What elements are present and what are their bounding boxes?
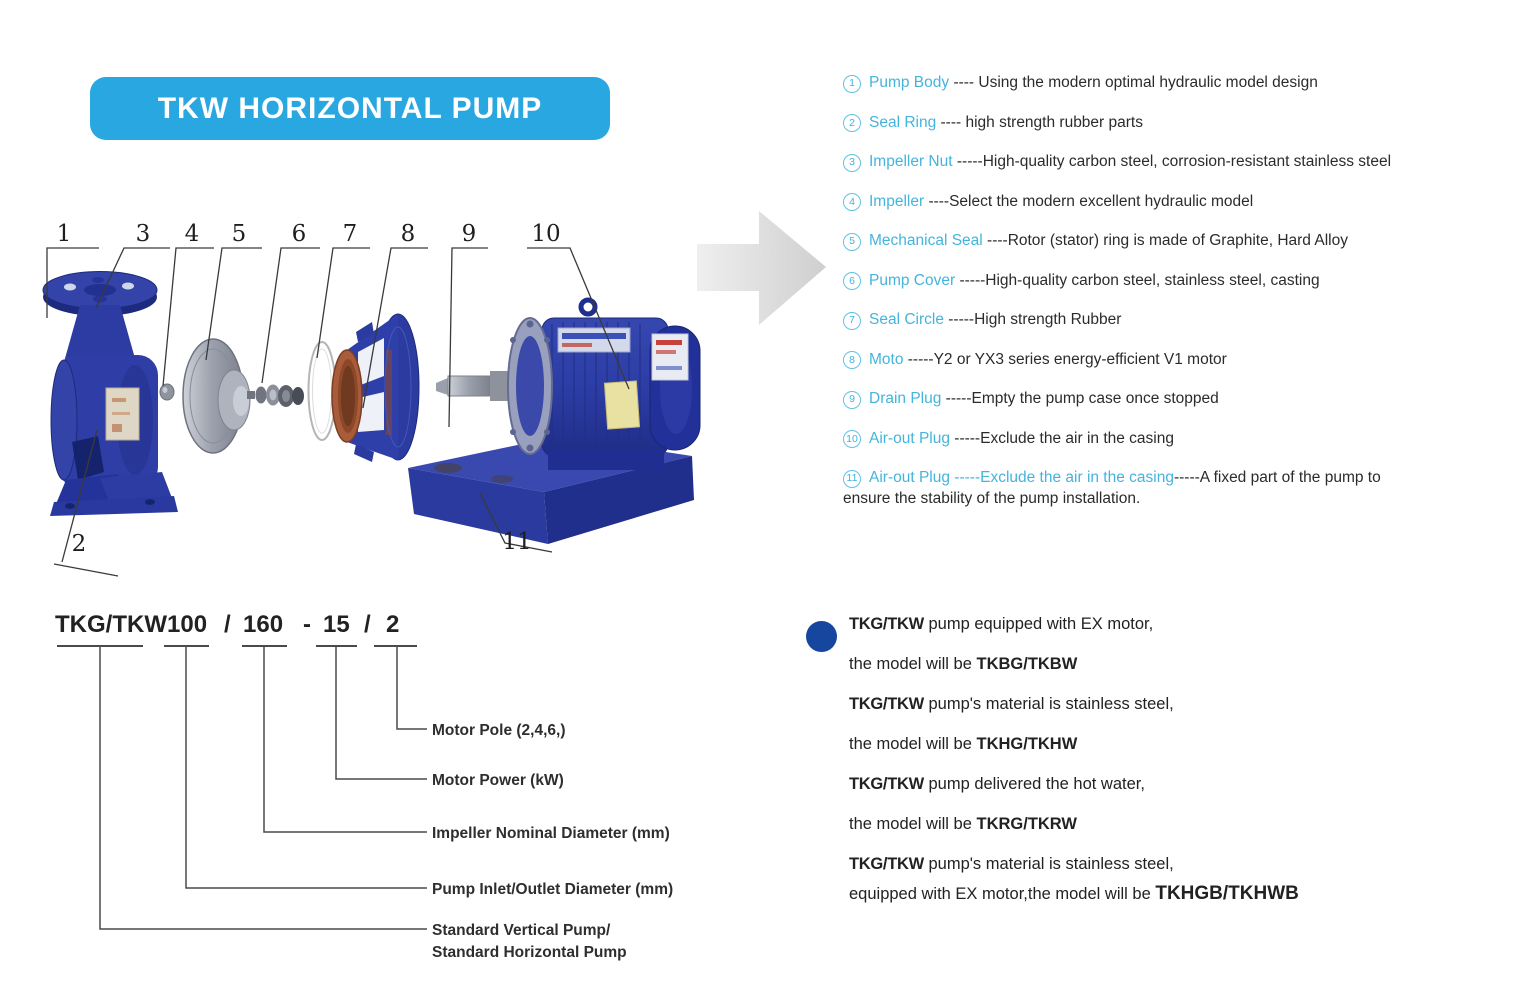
item-number-badge: 3	[843, 154, 861, 172]
item-number-badge: 10	[843, 430, 861, 448]
label-impeller-dia: Impeller Nominal Diameter (mm)	[432, 825, 670, 842]
part-name: Mechanical Seal	[869, 232, 983, 249]
part-description: High-quality carbon steel, stainless steel, casting	[985, 271, 1320, 289]
parts-list-item	[843, 191, 1498, 212]
part-separator: -----	[952, 153, 983, 170]
variant-series-prefix: TKG/TKW	[849, 615, 924, 633]
callout-label-4: 4	[184, 221, 200, 247]
parts-list-item	[843, 230, 1498, 251]
part-separator: -----	[941, 390, 972, 407]
variant-line	[849, 614, 1499, 634]
label-standard-1: Standard Vertical Pump/	[432, 922, 611, 939]
part-name: Moto	[869, 350, 904, 368]
part-description: high strength rubber parts	[965, 113, 1143, 131]
variant-text: the model will be	[849, 815, 977, 833]
variant-series-prefix: TKG/TKW	[849, 775, 924, 793]
part-name: Impeller Nut	[869, 153, 953, 170]
part-description: Using the modern optimal hydraulic model design	[978, 74, 1318, 91]
part-description: Empty the pump case once stopped	[971, 390, 1219, 407]
part-desc-accent: -----Exclude the air in the casing	[954, 469, 1174, 486]
callout-label-3: 3	[135, 221, 151, 247]
part-separator: -----	[949, 429, 981, 447]
part-description: High strength Rubber	[974, 311, 1122, 328]
pump-body-illustration	[43, 272, 178, 517]
variant-notes	[849, 614, 1499, 924]
label-motor-power: Motor Power (kW)	[432, 772, 564, 789]
variant-text: pump delivered the hot water,	[923, 775, 1145, 793]
part-description: -----A fixed part of the pump to	[1173, 469, 1381, 486]
part-description: Y2 or YX3 series energy-efficient V1 motor	[933, 350, 1227, 368]
callout-label-8: 8	[400, 221, 416, 247]
callout-label-6: 6	[291, 221, 307, 247]
item-number-badge: 4	[843, 193, 861, 211]
model-code-inlet: 100	[167, 611, 208, 638]
variant-model-name: TKHG/TKHW	[976, 735, 1078, 753]
variant-series-prefix: TKG/TKW	[849, 695, 924, 713]
model-code-impeller: 160	[243, 611, 284, 638]
part-separator: -----	[903, 350, 934, 368]
variant-text: pump's material is stainless steel,	[923, 855, 1174, 873]
part-name: Pump Cover	[869, 271, 956, 289]
arrow-right-icon	[697, 211, 826, 325]
part-description: Rotor (stator) ring is made of Graphite, Hard Alloy	[1007, 232, 1348, 249]
variant-line	[849, 654, 1499, 674]
parts-list-item	[843, 428, 1498, 449]
callout-label-5: 5	[231, 221, 247, 247]
model-code-slash2: /	[364, 611, 371, 638]
part-separator: ----	[982, 232, 1008, 249]
part-name: Drain Plug	[869, 390, 942, 407]
page-title: TKW HORIZONTAL PUMP	[157, 91, 543, 125]
callout-label-2: 2	[71, 531, 87, 557]
model-code-diagram	[40, 592, 740, 977]
variant-line	[849, 734, 1499, 754]
item-number-badge: 6	[843, 272, 861, 290]
part-separator: ----	[924, 192, 950, 210]
variant-text: the model will be	[849, 735, 977, 753]
label-motor-pole: Motor Pole (2,4,6,)	[432, 722, 566, 739]
model-code-connectors	[100, 646, 427, 929]
impeller-illustration	[160, 339, 304, 453]
part-name: Air-out Plug	[869, 429, 950, 447]
variant-line	[849, 814, 1499, 834]
bullet-icon	[806, 621, 837, 652]
model-code-dash: -	[303, 611, 311, 638]
parts-list-item	[843, 270, 1498, 291]
parts-list-item	[843, 349, 1498, 370]
parts-list-item	[843, 151, 1498, 172]
variant-text: equipped with EX motor,the model will be	[849, 885, 1156, 903]
part-name: Seal Ring	[869, 113, 937, 131]
part-name: Pump Body	[869, 74, 950, 91]
part-separator: -----	[943, 311, 975, 328]
part-separator: ----	[949, 74, 979, 91]
label-inlet-outlet: Pump Inlet/Outlet Diameter (mm)	[432, 881, 674, 898]
exploded-diagram	[28, 192, 838, 592]
variant-line	[849, 774, 1499, 794]
variant-text: the model will be	[849, 655, 977, 673]
part-name: Seal Circle	[869, 311, 944, 328]
item-number-badge: 7	[843, 312, 861, 330]
variant-model-name: TKHGB/TKHWB	[1155, 883, 1299, 904]
motor-illustration	[436, 300, 700, 470]
item-number-badge: 5	[843, 233, 861, 251]
model-code-power: 15	[323, 611, 350, 638]
part-separator: ----	[936, 113, 966, 131]
model-code-pole: 2	[386, 611, 400, 638]
item-number-badge: 8	[843, 351, 861, 369]
part-description: Exclude the air in the casing	[980, 429, 1174, 447]
callout-label-9: 9	[461, 221, 477, 247]
callout-label-7: 7	[342, 221, 358, 247]
callout-label-10: 10	[531, 221, 561, 247]
variant-line	[849, 694, 1499, 714]
callout-label-11: 11	[502, 529, 532, 555]
parts-list-item	[843, 388, 1498, 409]
item-number-badge: 1	[843, 75, 861, 93]
variant-text: pump equipped with EX motor,	[923, 615, 1154, 633]
title-banner	[90, 77, 610, 140]
variant-line	[849, 884, 1499, 904]
item-number-badge: 11	[843, 470, 861, 488]
parts-list	[843, 72, 1498, 528]
item-number-badge: 2	[843, 114, 861, 132]
item-number-badge: 9	[843, 391, 861, 409]
parts-list-item	[843, 467, 1498, 509]
callout-label-1: 1	[56, 221, 72, 247]
variant-line	[849, 854, 1499, 874]
parts-list-item	[843, 72, 1498, 93]
parts-list-item	[843, 112, 1498, 133]
part-description-line2: ensure the stability of the pump installation.	[843, 490, 1141, 507]
variant-text: pump's material is stainless steel,	[923, 695, 1174, 713]
model-code-prefix: TKG/TKW	[55, 611, 167, 638]
part-separator: -----	[955, 271, 986, 289]
variant-model-name: TKRG/TKRW	[976, 815, 1077, 833]
parts-list-item	[843, 309, 1498, 330]
label-standard-2: Standard Horizontal Pump	[432, 944, 627, 961]
variant-model-name: TKBG/TKBW	[976, 655, 1078, 673]
part-description: High-quality carbon steel, corrosion-resistant stainless steel	[982, 153, 1392, 170]
model-code-slash1: /	[224, 611, 231, 638]
variant-series-prefix: TKG/TKW	[849, 855, 924, 873]
part-name: Air-out Plug	[869, 469, 950, 486]
part-name: Impeller	[869, 192, 925, 210]
part-description: Select the modern excellent hydraulic model	[949, 192, 1254, 210]
